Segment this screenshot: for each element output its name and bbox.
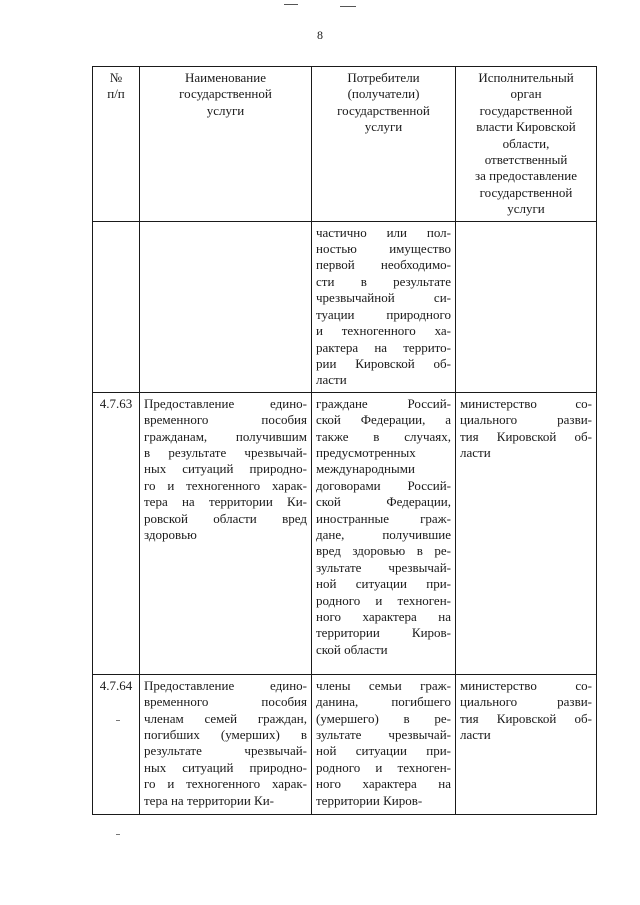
text-line: тия Кировской об-	[460, 428, 592, 444]
text-line: родного и техноген-	[316, 759, 451, 775]
table-row	[93, 674, 597, 814]
table-row	[93, 392, 597, 674]
text-line: и техногенного ха-	[316, 323, 451, 339]
text-line: министерство со-	[460, 395, 592, 411]
consumers	[312, 221, 456, 392]
text-line: территории Киров-	[316, 625, 451, 641]
text-line: иностранные граж-	[316, 510, 451, 526]
text-line: Потребители	[347, 70, 420, 85]
text-line: Наименование	[185, 70, 266, 85]
text-line: ской Федерации, а	[316, 412, 451, 428]
text-line: первой необходимо-	[316, 257, 451, 273]
text-line: ного характера на	[316, 776, 451, 792]
text-line: власти Кировской	[476, 119, 576, 135]
scan-mark	[116, 834, 120, 835]
text-line: рии Кировской об-	[316, 355, 451, 371]
text-line: частично или пол-	[316, 224, 451, 240]
executive-authority	[456, 392, 597, 674]
text-line: гражданам, получившим	[144, 428, 307, 444]
executive-authority	[456, 674, 597, 814]
text-line: ласти	[316, 372, 347, 388]
text-line: области,	[502, 135, 550, 151]
text-line: услуги	[206, 102, 245, 118]
text-line: тера на территории Ки-	[144, 494, 307, 510]
text-line: циального разви-	[460, 412, 592, 428]
header-number	[93, 67, 140, 222]
text-line: (умершего) в ре-	[316, 710, 451, 726]
row-number: 4.7.63	[93, 392, 140, 674]
header-consumers	[312, 67, 456, 222]
text-line: вред здоровью в ре-	[316, 543, 451, 559]
text-line: (получатели)	[347, 86, 420, 102]
text-line: ного характера на	[316, 609, 451, 624]
text-line: временного пособия	[144, 412, 307, 428]
consumers	[312, 674, 456, 814]
service-name	[140, 392, 312, 674]
text-line: данина, погибшего	[316, 694, 451, 710]
text-line: Предоставление едино-	[144, 395, 307, 411]
text-line: го и техногенного харак-	[144, 477, 307, 493]
text-line: тия Кировской об-	[460, 710, 592, 726]
text-line: чрезвычайной си-	[316, 290, 451, 306]
services-table	[92, 66, 597, 815]
text-line: ской Федерации,	[316, 494, 451, 510]
service-name	[140, 674, 312, 814]
text-line: п/п	[107, 86, 125, 102]
text-line: также в случаях,	[316, 428, 451, 444]
text-line: здоровью	[144, 526, 197, 542]
consumers	[312, 392, 456, 674]
text-line: международными	[316, 461, 415, 477]
text-line: ной ситуации при-	[316, 743, 451, 759]
text-line: ровской области вред	[144, 510, 307, 526]
text-line: государственной	[479, 102, 573, 118]
text-line: ласти	[460, 726, 491, 742]
executive-authority	[456, 221, 597, 392]
scan-mark	[340, 6, 356, 7]
text-line: №	[109, 70, 123, 85]
text-line: территории Киров-	[316, 792, 423, 808]
row-number	[93, 221, 140, 392]
scan-mark	[284, 4, 298, 5]
page-number: 8	[317, 28, 323, 42]
text-line: рактера на террито-	[316, 339, 451, 355]
text-line: членам семей граждан,	[144, 710, 307, 726]
text-line: тера на территории Ки-	[144, 792, 274, 808]
text-line: орган	[510, 86, 542, 102]
text-line: ных ситуаций природно-	[144, 759, 307, 775]
text-line: в результате чрезвычай-	[144, 444, 307, 460]
text-line: дане, получившие	[316, 526, 451, 542]
text-line: зультате чрезвычай-	[316, 559, 451, 575]
scan-mark	[116, 720, 120, 721]
header-service-name	[140, 67, 312, 222]
text-line: ностью имущество	[316, 241, 451, 257]
text-line: временного пособия	[144, 694, 307, 710]
text-line: результате чрезвычай-	[144, 743, 307, 759]
text-line: зультате чрезвычай-	[316, 726, 451, 742]
text-line: государственной	[479, 184, 573, 200]
text-line: ных ситуаций природно-	[144, 461, 307, 477]
text-line: государственной	[179, 86, 272, 102]
text-line: ответственный	[484, 152, 568, 168]
text-line: услуги	[507, 201, 545, 217]
text-line: Исполнительный	[478, 70, 574, 85]
text-line: граждане Россий-	[316, 395, 451, 411]
text-line: ласти	[460, 444, 491, 460]
text-line: ной ситуации при-	[316, 576, 451, 592]
text-line: циального разви-	[460, 694, 592, 710]
text-line: министерство со-	[460, 677, 592, 693]
service-name	[140, 221, 312, 392]
text-line: погибших (умерших) в	[144, 726, 307, 742]
text-line: ской области	[316, 641, 388, 657]
text-line: туации природного	[316, 306, 451, 322]
text-line: родного и техноген-	[316, 592, 451, 608]
text-line: за предоставление	[475, 168, 577, 184]
header-executive-authority	[456, 67, 597, 222]
text-line: члены семьи граж-	[316, 677, 451, 693]
table-header	[93, 67, 597, 222]
header-row	[93, 67, 597, 222]
text-line: договорами Россий-	[316, 477, 451, 493]
table-row	[93, 221, 597, 392]
text-line: Предоставление едино-	[144, 677, 307, 693]
text-line: услуги	[364, 119, 403, 135]
text-line: предусмотренных	[316, 444, 416, 460]
text-line: го и техногенного харак-	[144, 776, 307, 792]
text-line: сти в результате	[316, 273, 451, 289]
text-line: государственной	[337, 102, 430, 118]
row-number: 4.7.64	[93, 674, 140, 814]
